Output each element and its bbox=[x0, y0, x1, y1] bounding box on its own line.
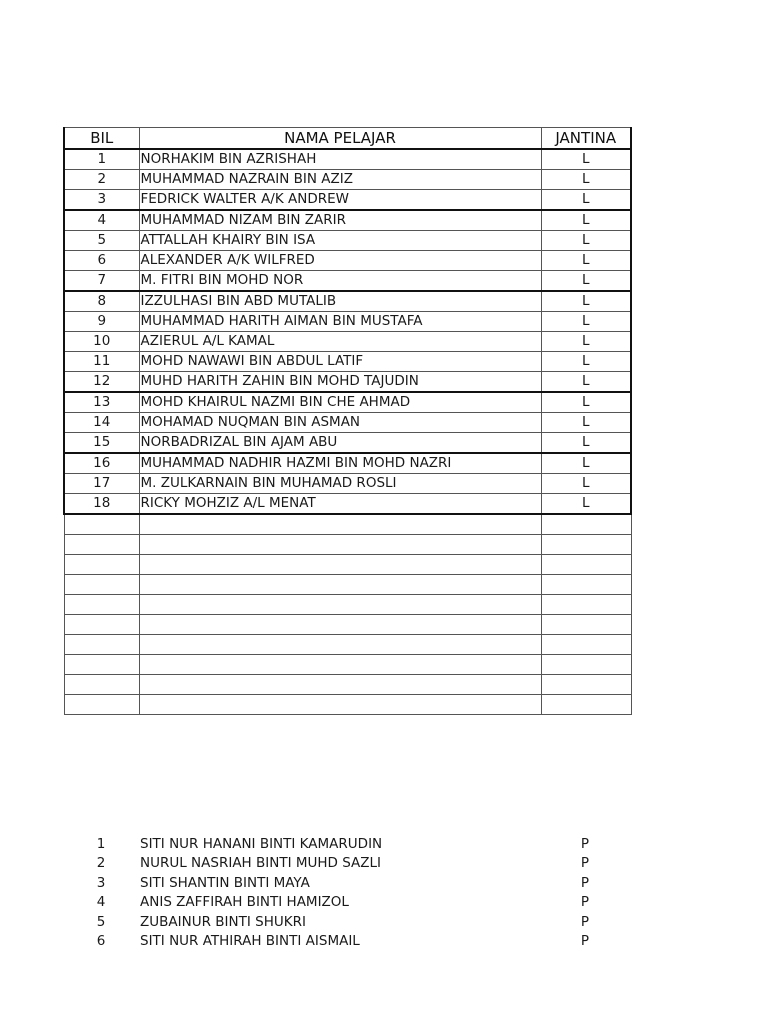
list-item bbox=[0, 833, 768, 852]
student-name: SITI NUR ATHIRAH BINTI AISMAIL bbox=[140, 932, 360, 949]
nama-pelajar-cell: ALEXANDER A/K WILFRED bbox=[139, 251, 541, 271]
empty-cell bbox=[139, 514, 541, 535]
empty-cell bbox=[541, 695, 631, 715]
jantina-cell: L bbox=[541, 291, 631, 312]
empty-table-row bbox=[64, 655, 631, 675]
table-row bbox=[64, 271, 631, 292]
nama-pelajar-cell: FEDRICK WALTER A/K ANDREW bbox=[139, 190, 541, 211]
empty-cell bbox=[541, 675, 631, 695]
nama-pelajar-cell: MOHD KHAIRUL NAZMI BIN CHE AHMAD bbox=[139, 392, 541, 413]
empty-table-row bbox=[64, 695, 631, 715]
empty-cell bbox=[64, 575, 139, 595]
student-name: ANIS ZAFFIRAH BINTI HAMIZOL bbox=[140, 894, 349, 911]
bil-number: 3 bbox=[96, 874, 106, 891]
empty-cell bbox=[139, 615, 541, 635]
empty-table-row bbox=[64, 575, 631, 595]
table-body bbox=[64, 149, 631, 715]
empty-cell bbox=[541, 595, 631, 615]
empty-cell bbox=[541, 535, 631, 555]
empty-cell bbox=[139, 675, 541, 695]
nama-pelajar-cell: NORBADRIZAL BIN AJAM ABU bbox=[139, 433, 541, 454]
empty-table-row bbox=[64, 555, 631, 575]
empty-cell bbox=[139, 655, 541, 675]
empty-cell bbox=[64, 635, 139, 655]
empty-cell bbox=[64, 675, 139, 695]
table-row bbox=[64, 352, 631, 372]
table-row bbox=[64, 494, 631, 515]
bil-cell: 15 bbox=[64, 433, 139, 454]
nama-pelajar-cell: MOHD NAWAWI BIN ABDUL LATIF bbox=[139, 352, 541, 372]
nama-pelajar-cell: ATTALLAH KHAIRY BIN ISA bbox=[139, 231, 541, 251]
nama-pelajar-cell: M. FITRI BIN MOHD NOR bbox=[139, 271, 541, 292]
empty-cell bbox=[64, 535, 139, 555]
table-row bbox=[64, 474, 631, 494]
nama-pelajar-cell: MOHAMAD NUQMAN BIN ASMAN bbox=[139, 413, 541, 433]
bil-cell: 9 bbox=[64, 312, 139, 332]
column-header-jantina: JANTINA bbox=[541, 128, 631, 150]
column-header-bil: BIL bbox=[64, 128, 139, 150]
bil-cell: 5 bbox=[64, 231, 139, 251]
jantina-cell: L bbox=[541, 433, 631, 454]
list-item bbox=[0, 891, 768, 910]
bil-cell: 2 bbox=[64, 170, 139, 190]
list-item bbox=[0, 872, 768, 891]
nama-pelajar-cell: M. ZULKARNAIN BIN MUHAMAD ROSLI bbox=[139, 474, 541, 494]
jantina-cell: L bbox=[541, 190, 631, 211]
jantina-cell: L bbox=[541, 170, 631, 190]
nama-pelajar-cell: MUHAMMAD NAZRAIN BIN AZIZ bbox=[139, 170, 541, 190]
nama-pelajar-cell: RICKY MOHZIZ A/L MENAT bbox=[139, 494, 541, 515]
jantina-cell: L bbox=[541, 474, 631, 494]
list-item bbox=[0, 930, 768, 949]
jantina-cell: L bbox=[541, 372, 631, 393]
table-row bbox=[64, 170, 631, 190]
empty-cell bbox=[139, 535, 541, 555]
bil-cell: 18 bbox=[64, 494, 139, 515]
empty-cell bbox=[64, 514, 139, 535]
gender-code: P bbox=[580, 855, 590, 872]
table-row bbox=[64, 149, 631, 170]
nama-pelajar-cell: MUHAMMAD NIZAM BIN ZARIR bbox=[139, 210, 541, 231]
empty-cell bbox=[64, 655, 139, 675]
empty-cell bbox=[541, 514, 631, 535]
bil-number: 1 bbox=[96, 836, 106, 852]
female-student-list bbox=[0, 833, 768, 949]
student-name: ZUBAINUR BINTI SHUKRI bbox=[140, 913, 306, 930]
empty-cell bbox=[64, 595, 139, 615]
table-row bbox=[64, 372, 631, 393]
bil-cell: 1 bbox=[64, 149, 139, 170]
jantina-cell: L bbox=[541, 352, 631, 372]
bil-number: 6 bbox=[96, 932, 106, 949]
bil-number: 2 bbox=[96, 855, 106, 872]
empty-cell bbox=[139, 555, 541, 575]
jantina-cell: L bbox=[541, 392, 631, 413]
empty-table-row bbox=[64, 675, 631, 695]
jantina-cell: L bbox=[541, 251, 631, 271]
table-row bbox=[64, 190, 631, 211]
bil-cell: 7 bbox=[64, 271, 139, 292]
student-name: NURUL NASRIAH BINTI MUHD SAZLI bbox=[140, 855, 382, 872]
gender-code: P bbox=[580, 913, 590, 930]
empty-table-row bbox=[64, 615, 631, 635]
bil-number: 5 bbox=[96, 913, 106, 930]
bil-cell: 14 bbox=[64, 413, 139, 433]
list-item bbox=[0, 852, 768, 871]
student-roster-table bbox=[63, 127, 632, 715]
table-row bbox=[64, 433, 631, 454]
empty-cell bbox=[139, 695, 541, 715]
table-row bbox=[64, 413, 631, 433]
bil-cell: 16 bbox=[64, 453, 139, 474]
jantina-cell: L bbox=[541, 494, 631, 515]
table-row bbox=[64, 453, 631, 474]
jantina-cell: L bbox=[541, 210, 631, 231]
empty-cell bbox=[541, 615, 631, 635]
empty-cell bbox=[64, 615, 139, 635]
table-row bbox=[64, 332, 631, 352]
bil-number: 4 bbox=[96, 894, 106, 911]
empty-cell bbox=[139, 635, 541, 655]
bil-cell: 8 bbox=[64, 291, 139, 312]
empty-cell bbox=[64, 555, 139, 575]
gender-code: P bbox=[580, 894, 590, 911]
empty-table-row bbox=[64, 514, 631, 535]
table-header-row bbox=[64, 128, 631, 150]
empty-cell bbox=[541, 655, 631, 675]
bil-cell: 11 bbox=[64, 352, 139, 372]
jantina-cell: L bbox=[541, 271, 631, 292]
nama-pelajar-cell: MUHD HARITH ZAHIN BIN MOHD TAJUDIN bbox=[139, 372, 541, 393]
nama-pelajar-cell: MUHAMMAD NADHIR HAZMI BIN MOHD NAZRI bbox=[139, 453, 541, 474]
gender-code: P bbox=[580, 932, 590, 949]
bil-cell: 17 bbox=[64, 474, 139, 494]
gender-code: P bbox=[580, 836, 590, 852]
bil-cell: 13 bbox=[64, 392, 139, 413]
jantina-cell: L bbox=[541, 149, 631, 170]
table-row bbox=[64, 312, 631, 332]
gender-code: P bbox=[580, 874, 590, 891]
bil-cell: 4 bbox=[64, 210, 139, 231]
table-row bbox=[64, 251, 631, 271]
table-row bbox=[64, 291, 631, 312]
jantina-cell: L bbox=[541, 413, 631, 433]
empty-cell bbox=[541, 575, 631, 595]
empty-cell bbox=[64, 695, 139, 715]
jantina-cell: L bbox=[541, 312, 631, 332]
jantina-cell: L bbox=[541, 231, 631, 251]
bil-cell: 6 bbox=[64, 251, 139, 271]
table-row bbox=[64, 231, 631, 251]
nama-pelajar-cell: NORHAKIM BIN AZRISHAH bbox=[139, 149, 541, 170]
jantina-cell: L bbox=[541, 453, 631, 474]
empty-table-row bbox=[64, 595, 631, 615]
nama-pelajar-cell: MUHAMMAD HARITH AIMAN BIN MUSTAFA bbox=[139, 312, 541, 332]
bil-cell: 3 bbox=[64, 190, 139, 211]
empty-table-row bbox=[64, 635, 631, 655]
empty-cell bbox=[139, 595, 541, 615]
nama-pelajar-cell: AZIERUL A/L KAMAL bbox=[139, 332, 541, 352]
bil-cell: 12 bbox=[64, 372, 139, 393]
jantina-cell: L bbox=[541, 332, 631, 352]
empty-table-row bbox=[64, 535, 631, 555]
list-item bbox=[0, 911, 768, 930]
table-row bbox=[64, 210, 631, 231]
bil-cell: 10 bbox=[64, 332, 139, 352]
table-row bbox=[64, 392, 631, 413]
student-name: SITI NUR HANANI BINTI KAMARUDIN bbox=[140, 836, 383, 852]
nama-pelajar-cell: IZZULHASI BIN ABD MUTALIB bbox=[139, 291, 541, 312]
empty-cell bbox=[139, 575, 541, 595]
empty-cell bbox=[541, 555, 631, 575]
student-name: SITI SHANTIN BINTI MAYA bbox=[140, 874, 310, 891]
column-header-nama-pelajar: NAMA PELAJAR bbox=[139, 128, 541, 150]
empty-cell bbox=[541, 635, 631, 655]
